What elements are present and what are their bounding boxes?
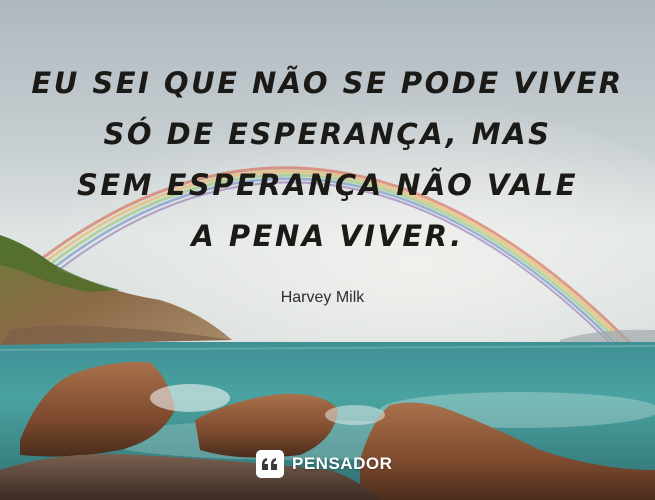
quote-author: Harvey Milk <box>280 289 365 306</box>
quote-line: SEM ESPERANÇA NÃO VALE <box>76 168 579 202</box>
quote-text <box>0 58 655 262</box>
brand-name: PENSADOR <box>292 454 393 473</box>
quote-line: A PENA VIVER. <box>191 219 464 253</box>
quote-line: EU SEI QUE NÃO SE PODE VIVER <box>31 66 624 100</box>
quote-mark-icon <box>256 450 284 478</box>
quote-line: SÓ DE ESPERANÇA, MAS <box>103 117 552 151</box>
brand-logo[interactable] <box>256 449 392 479</box>
